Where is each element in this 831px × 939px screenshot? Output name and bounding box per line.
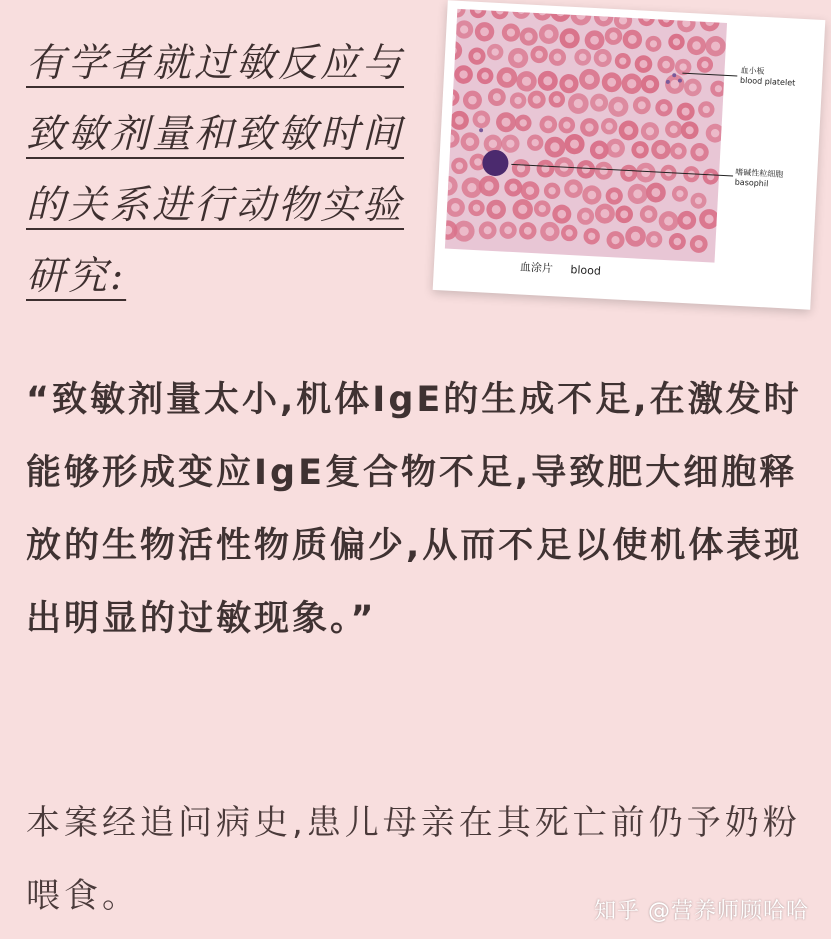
caption-cn: 血涂片	[519, 260, 554, 276]
basophil-cell	[482, 149, 509, 176]
basophil-label-en: basophil	[734, 177, 769, 189]
quote-paragraph: “致敏剂量太小,机体IgE的生成不足,在激发时能够形成变应IgE复合物不足,导致肥大细胞释放的生物活性物质偏少,从而不足以使机体表现出明显的过敏现象。”	[26, 380, 803, 639]
red-blood-cell	[512, 9, 531, 20]
basophil-label	[734, 168, 783, 190]
red-blood-cell	[638, 9, 656, 27]
closing-paragraph: 本案经追问病史,患儿母亲在其死亡前仍予奶粉喂食。	[26, 803, 801, 916]
intro-paragraph: 有学者就过敏反应与致敏剂量和致敏时间的关系进行动物实验研究:	[26, 41, 405, 299]
basophil-label-cn: 嗜碱性粒细胞	[735, 167, 784, 180]
platelet-label-en: blood platelet	[739, 75, 796, 88]
blood-smear-figure	[433, 0, 826, 309]
platelet-label	[740, 66, 796, 89]
blood-smear-micrograph	[445, 9, 727, 263]
caption-en: blood	[570, 263, 602, 278]
red-blood-cell	[445, 40, 463, 61]
blood-cells-drawing	[445, 9, 727, 263]
platelet-dot	[479, 128, 483, 132]
platelet-label-cn: 血小板	[740, 65, 765, 76]
zhihu-watermark: 知乎 @营养师顾哈哈	[594, 899, 809, 924]
figure-caption	[520, 258, 616, 279]
